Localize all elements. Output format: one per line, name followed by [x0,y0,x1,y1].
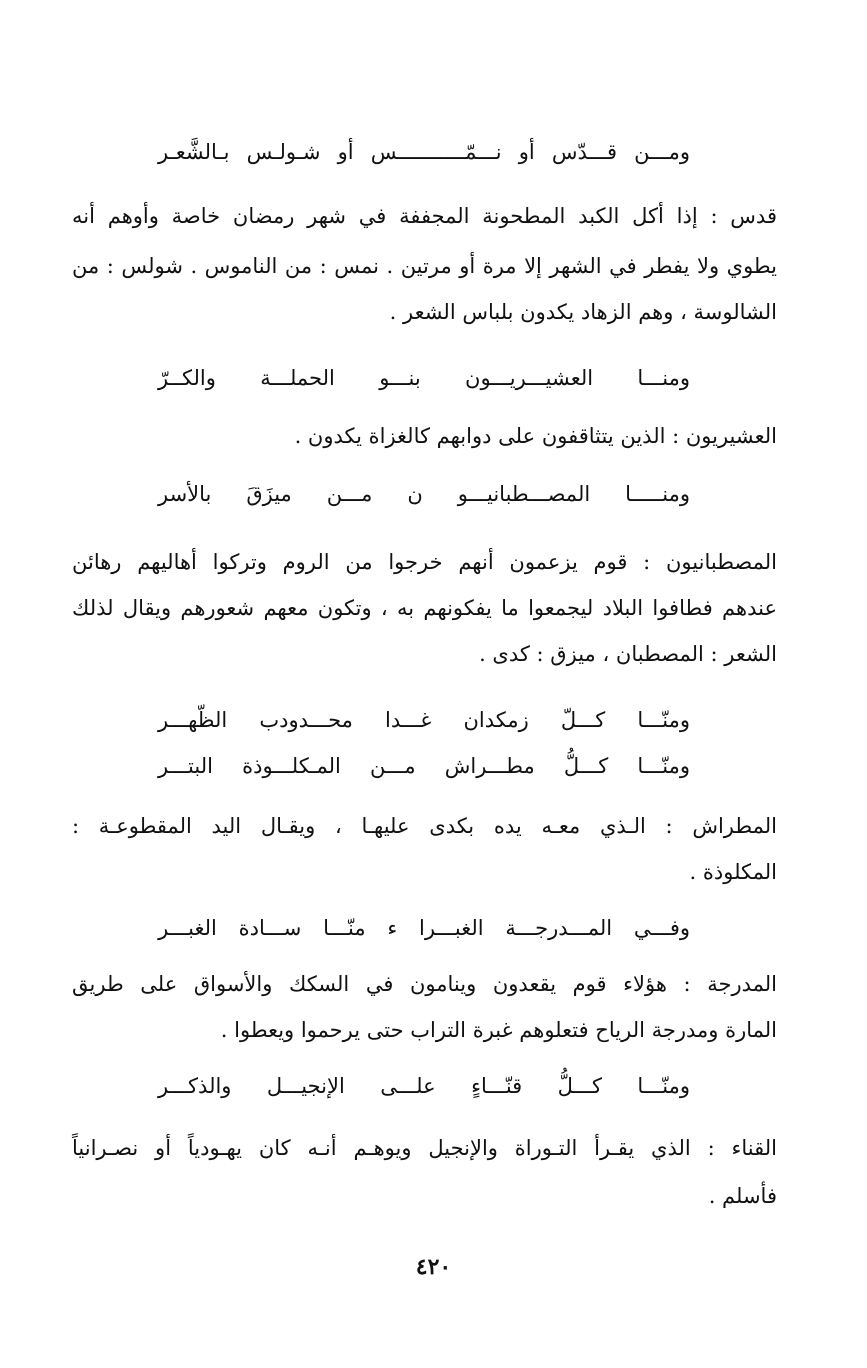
verse-word: زمكدان [463,708,529,732]
commentary-line: القناء : الذي يقـرأ التـوراة والإنجيل ويوهـم أنـه كان يهـودياً أو نصـرانياً [72,1136,777,1160]
verse-word: بالأسر [158,482,212,506]
verse-word: مـــن [369,754,416,778]
verse-word: ومنّـــا [637,754,690,778]
commentary-line: الشالوسة ، وهم الزهاد يكدون بلباس الشعر . [389,300,777,324]
verse-line [158,140,690,165]
verse-word: ن [407,482,423,506]
verse-word: والذكـــر [158,1074,232,1098]
verse-word: كـــلُّ [557,1074,602,1098]
verse-word: مطـــراش [444,754,535,778]
verse-word: قـــدّس [551,140,618,164]
verse-word: وفـــي [633,916,690,940]
verse-word: العشيـــريـــون [465,366,594,390]
verse-word: الغبـــر [158,916,217,940]
verse-word: والكــرّ [158,366,216,390]
commentary-line: يطوي ولا يفطر في الشهر إلا مرة أو مرتين . نمس : من الناموس . شولس : من [72,254,777,278]
verse-word: ء [387,916,398,940]
verse-word: ومنّـــا [637,1074,690,1098]
verse-word: منّـــا [323,916,366,940]
verse-word: كـــلُّ [563,754,609,778]
verse-word: ســـادة [238,916,302,940]
verse-word: ومـــن [634,140,690,164]
commentary-line: المارة ومدرجة الرياح فتعلوهم غبرة التراب حتى يرحموا ويعطوا . [220,1018,777,1042]
commentary-line: قدس : إذا أكل الكبد المطحونة المجففة في شهر رمضان خاصة وأوهم أنه [72,204,777,228]
verse-word: كـــلّ [560,708,606,732]
verse-line [158,916,690,941]
verse-word: أو [337,140,354,164]
commentary-line: العشيريون : الذين يتثاقفون على دوابهم كالغزاة يكدون . [294,424,777,448]
verse-word: علـــى [380,1074,436,1098]
verse-word: مـــن [326,482,373,506]
commentary-line: عندهم فطافوا البلاد ليجمعوا ما يفكونهم به ، وتكون معهم شعورهم ويقال لذلك [72,596,777,620]
commentary-line: المصطبانيون : قوم يزعمون أنهم خرجوا من الروم وتركوا أهاليهم رهائن [72,550,778,574]
page-number: ٤٢٠ [415,1254,452,1280]
commentary-line: المدرجة : هؤلاء قوم يقعدون وينامون في السكك والأسواق على طريق [72,972,777,996]
verse-word: الإنجيـــل [266,1074,345,1098]
verse-word: المـكلـــوذة [242,754,341,778]
verse-word: البتـــر [158,754,213,778]
verse-word: المصـــطبانيـــو [457,482,591,506]
verse-line [158,482,690,507]
verse-word: قنّـــاءٍ [471,1074,523,1098]
verse-line [158,366,690,391]
commentary-line: المطراش : الـذي معـه يده بكدى عليهـا ، ويقـال اليد المقطوعـة : [72,814,777,838]
verse-word: ومنـــــا [625,482,690,506]
verse-word: ومنّـــا [637,708,690,732]
verse-word: بنـــو [379,366,421,390]
verse-word: المـــدرجـــة [505,916,613,940]
commentary-line: فأسلم . [708,1184,777,1208]
verse-line [158,1074,690,1099]
verse-word: ومنـــا [637,366,690,390]
verse-word: غـــدا [385,708,432,732]
verse-word: محـــدودب [259,708,353,732]
verse-word: الظّهـــر [158,708,228,732]
verse-word: أو [518,140,535,164]
verse-word: شـولـس [246,140,321,164]
verse-word: الغبـــرا [419,916,484,940]
verse-word: الحملـــة [260,366,335,390]
verse-word: نـــمّـــــــــــس [370,140,502,164]
commentary-line: الشعر : المصطبان ، ميزق : كدى . [479,642,777,666]
verse-line [158,754,690,779]
verse-word: ميزَقَ [246,482,292,506]
verse-word: بـالشَّعـر [158,140,230,164]
commentary-line: المكلوذة . [689,860,777,884]
verse-line [158,708,690,733]
